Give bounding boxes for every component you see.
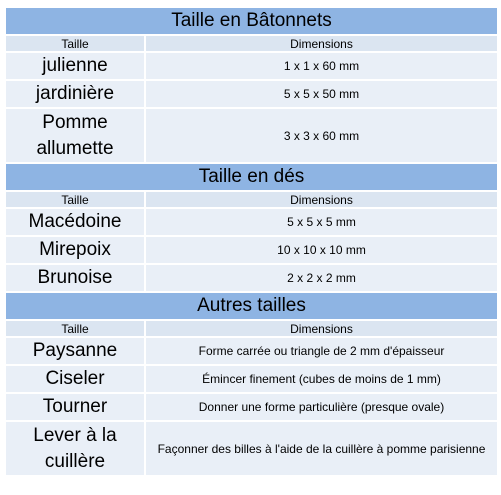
table-row — [5, 236, 498, 264]
section-header-batonnets — [5, 7, 498, 35]
cut-name: Brunoise — [5, 264, 145, 292]
section-title: Taille en Bâtonnets — [5, 7, 498, 35]
column-header-row — [5, 191, 498, 208]
cut-dimensions: Donner une forme particulière (presque ovale) — [145, 393, 498, 421]
cut-name: Tourner — [5, 393, 145, 421]
cut-name: Mirepoix — [5, 236, 145, 264]
cut-dimensions: 10 x 10 x 10 mm — [145, 236, 498, 264]
section-title: Taille en dés — [5, 163, 498, 191]
table-row — [5, 52, 498, 80]
cut-name: Paysanne — [5, 337, 145, 365]
table-row — [5, 80, 498, 108]
table-row — [5, 393, 498, 421]
table-row — [5, 264, 498, 292]
cut-sizes-table — [4, 6, 499, 477]
column-header-dimensions: Dimensions — [145, 35, 498, 52]
column-header-taille: Taille — [5, 191, 145, 208]
cut-sizes-table-container — [4, 6, 497, 477]
table-row — [5, 421, 498, 476]
table-row — [5, 108, 498, 163]
cut-name: Ciseler — [5, 365, 145, 393]
table-row — [5, 208, 498, 236]
cut-dimensions: Forme carrée ou triangle de 2 mm d'épaisseur — [145, 337, 498, 365]
cut-dimensions: 5 x 5 x 5 mm — [145, 208, 498, 236]
section-header-des — [5, 163, 498, 191]
cut-name: Pomme allumette — [5, 108, 145, 163]
cut-name: Macédoine — [5, 208, 145, 236]
table-row — [5, 337, 498, 365]
cut-dimensions: 2 x 2 x 2 mm — [145, 264, 498, 292]
cut-dimensions: 5 x 5 x 50 mm — [145, 80, 498, 108]
cut-name: julienne — [5, 52, 145, 80]
section-header-autres — [5, 292, 498, 320]
column-header-dimensions: Dimensions — [145, 191, 498, 208]
cut-dimensions: 1 x 1 x 60 mm — [145, 52, 498, 80]
column-header-dimensions: Dimensions — [145, 320, 498, 337]
table-row — [5, 365, 498, 393]
cut-dimensions: Façonner des billes à l'aide de la cuillère à pomme parisienne — [145, 421, 498, 476]
column-header-row — [5, 320, 498, 337]
column-header-taille: Taille — [5, 35, 145, 52]
cut-name: Lever à la cuillère — [5, 421, 145, 476]
column-header-row — [5, 35, 498, 52]
section-title: Autres tailles — [5, 292, 498, 320]
cut-dimensions: Émincer finement (cubes de moins de 1 mm) — [145, 365, 498, 393]
cut-dimensions: 3 x 3 x 60 mm — [145, 108, 498, 163]
cut-name: jardinière — [5, 80, 145, 108]
column-header-taille: Taille — [5, 320, 145, 337]
